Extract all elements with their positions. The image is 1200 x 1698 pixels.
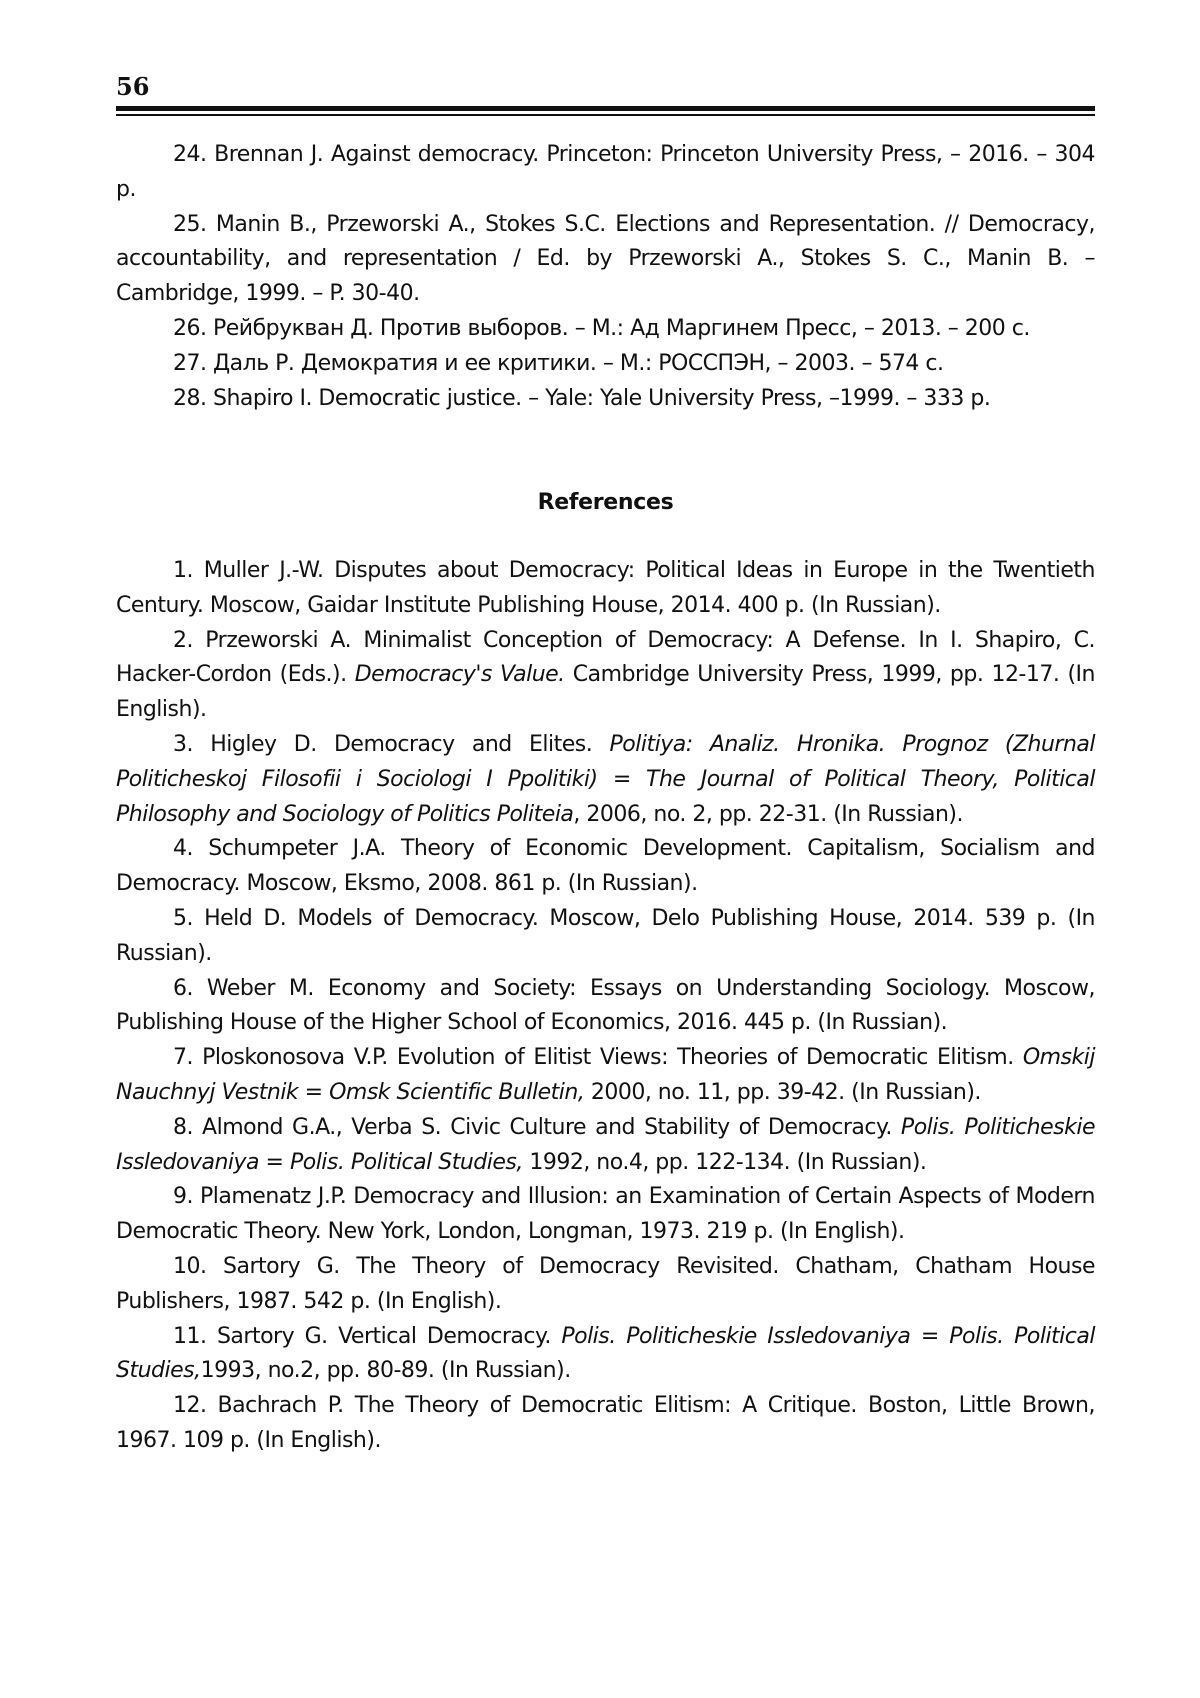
reference-entry [116,1180,1095,1250]
entry-title-italic: Democracy's Value. [354,662,565,688]
entry-text: 1993, no.2, pp. 80-89. (In Russian). [200,1358,571,1384]
entry-text: 9. Plamenatz J.P. Democracy and Illusion: an Examination of Certain Aspects of Modern Democratic Theory. New York, London, Longman, 1973. 219 p. (In English). [116,1184,1095,1245]
entry-title-italic: Polis. Politicheskie Issledovaniya = Polis. Political Studies, [116,1114,1095,1175]
entry-text: 24. Brennan J. Against democracy. Princeton: Princeton University Press, – 2016. – 304 p. [116,142,1095,202]
entry-text: 12. Bachrach P. The Theory of Democratic Elitism: A Critique. Boston, Little Brown, 1967. 109 p. (In English). [116,1393,1095,1453]
entry-text: Cambridge University Press, 1999, pp. 12-17. (In English). [116,662,1095,723]
bibliography-list [116,138,1095,416]
reference-entry [116,1389,1095,1459]
reference-entry [116,902,1095,972]
entry-text: , 2006, no. 2, pp. 22-31. (In Russian). [573,801,963,827]
entry-text: 6. Weber M. Economy and Society: Essays on Understanding Sociology. Moscow, Publishing House of the Higher School of Economics, 2016. 445 p. (In Russian). [116,975,1095,1036]
entry-text: 8. Almond G.A., Verba S. Civic Culture and Stability of Democracy. [173,1114,901,1140]
entry-title-italic: Polis. Politicheskie Issledovaniya = Polis. Political Studies, [116,1323,1095,1384]
bibliography-entry [116,138,1095,208]
entry-text: 4. Schumpeter J.A. Theory of Economic Development. Capitalism, Socialism and Democracy. Moscow, Eksmo, 2008. 861 p. (In Russian). [116,836,1095,897]
header-rule-thick [116,106,1095,111]
entry-text: 26. Рейбрукван Д. Против выборов. – М.: Ад Маргинем Пресс, – 2013. – 200 с. [173,315,1030,341]
reference-entry [116,1041,1095,1111]
entry-text: 7. Ploskonosova V.P. Evolution of Elitist Views: Theories of Democratic Elitism. [173,1045,1023,1071]
entry-text: 11. Sartory G. Vertical Democracy. [173,1323,562,1349]
entry-text: 28. Shapiro I. Democratic justice. – Yale: Yale University Press, –1999. – 333 p. [173,385,991,411]
bibliography-entry [116,382,1095,417]
entry-text: 27. Даль Р. Демократия и ее критики. – М.: РОССПЭН, – 2003. – 574 с. [173,350,944,376]
reference-entry [116,832,1095,902]
entry-text: 25. Manin B., Przeworski A., Stokes S.C. Elections and Representation. // Democracy, accountability, and representation / Ed. by Przeworski A., Stokes S. C., Manin B. – Cambridge, 1999. – P. 30-40. [116,211,1095,307]
entry-text: 2. Przeworski A. Minimalist Conception of Democracy: A Defense. In I. Shapiro, C. Hacker-Cordon (Eds.). [116,627,1095,688]
entry-text: 1. Muller J.-W. Disputes about Democracy: Political Ideas in Europe in the Twentieth Century. Moscow, Gaidar Institute Publishing House, 2014. 400 p. (In Russian). [116,558,1095,618]
reference-entry [116,554,1095,624]
entry-text: 1992, no.4, pp. 122-134. (In Russian). [522,1149,927,1175]
reference-entry [116,728,1095,832]
reference-entry [116,1320,1095,1390]
bibliography-entry [116,208,1095,312]
references-list [116,554,1095,1459]
entry-text: 5. Held D. Models of Democracy. Moscow, Delo Publishing House, 2014. 539 p. (In Russian). [116,905,1095,966]
references-heading: References [537,490,674,515]
reference-entry [116,972,1095,1042]
bibliography-entry [116,347,1095,382]
entry-text: 10. Sartory G. The Theory of Democracy Revisited. Chatham, Chatham House Publishers, 1987. 542 p. (In English). [116,1253,1095,1314]
entry-title-italic: Omskij Nauchnyj Vestnik = Omsk Scientific Bulletin, [116,1045,1095,1105]
bibliography-entry [116,312,1095,347]
reference-entry [116,1111,1095,1181]
entry-title-italic: Politiya: Analiz. Hronika. Prognoz (Zhurnal Politicheskoj Filosofii i Sociologi I Ppolitiki) = The Journal of Political Theory, Political Philosophy and Sociology of Politics Politeia [116,731,1096,827]
entry-text: 3. Higley D. Democracy and Elites. [173,731,610,757]
header-rule-thin [116,114,1095,116]
entry-text: 2000, no. 11, pp. 39-42. (In Russian). [584,1079,981,1105]
reference-entry [116,1250,1095,1320]
page-number: 56 [116,72,150,101]
reference-entry [116,624,1095,728]
